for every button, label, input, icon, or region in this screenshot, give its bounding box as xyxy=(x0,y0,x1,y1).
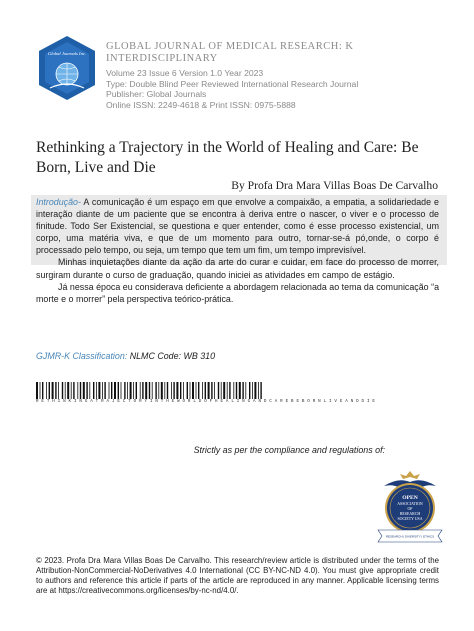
barcode-bar xyxy=(239,382,241,399)
seal-line-2: ASSOCIATION xyxy=(397,502,423,506)
barcode-bar xyxy=(180,382,181,399)
classification-value: NLMC Code: WB 310 xyxy=(127,351,216,361)
intro-label: Introdução- xyxy=(36,197,81,207)
barcode-bar xyxy=(52,382,54,399)
journal-logo xyxy=(36,34,98,102)
barcode-bar xyxy=(183,382,184,399)
publisher-line: Publisher: Global Journals xyxy=(106,89,207,100)
barcode-text: R E T H I N K I N G A T R A J E C T O R Y I N T H E W O R L D O F H E A L I N G A N D C A R E B E B O R N L I V E A N D D I E xyxy=(36,400,376,404)
barcode-bar xyxy=(130,382,132,399)
article-author: By Profa Dra Mara Villas Boas De Carvalho xyxy=(231,179,438,192)
barcode-bar xyxy=(49,382,50,399)
barcode-bar xyxy=(93,382,94,399)
barcode-bar xyxy=(161,382,163,399)
barcode-bar xyxy=(140,382,141,399)
abstract-paragraph-2: Minhas inquietações diante da ação da arte do curar e cuidar, em face do processo de morrer, surgiram durante o curso de graduação, quando iniciei as atividades em campo de estágio. xyxy=(36,257,439,280)
seal-line-3: OF xyxy=(407,507,413,511)
barcode-bar xyxy=(83,382,85,399)
barcode-bar xyxy=(223,382,225,399)
classification xyxy=(36,351,215,361)
barcode-bar xyxy=(102,382,103,399)
type-line: Type: Double Blind Peer Reviewed International Research Journal xyxy=(106,78,359,89)
barcode-bar xyxy=(133,382,134,399)
barcode-bar xyxy=(109,382,110,399)
barcode-bar xyxy=(67,382,69,399)
barcode-bar xyxy=(249,382,250,399)
barcode-bar xyxy=(218,382,219,399)
abstract-p1-text: A comunicação é um espaço em que envolve a compaixão, a empatia, a solidariedade e interação diante de um paciente que se encontra à deriva entre o nascer, o viver e o processo de finitude. Todo Ser Existencial, se questiona e quer entender, como é esse processo existencial, um corpo, uma matéria viva, e que de um momento para outro, tornar-se-á pó,onde, o corpo é processado pelo tempo, ou seja, um tempo que tem um fim, um tempo imprevisível. xyxy=(36,197,439,256)
barcode-bar xyxy=(89,382,90,399)
barcode-bar xyxy=(118,382,119,399)
barcode-bar xyxy=(46,382,47,399)
barcode-bar xyxy=(221,382,222,399)
seal-line-1: OPEN xyxy=(402,495,418,501)
barcode-bar xyxy=(176,382,178,399)
barcode-bar xyxy=(149,382,150,399)
barcode-bar xyxy=(121,382,122,399)
barcode-bar xyxy=(211,382,212,399)
barcode-bar xyxy=(62,382,63,399)
barcode-bar xyxy=(124,382,125,399)
journal-meta xyxy=(106,68,446,110)
barcode-bar xyxy=(202,382,203,399)
journal-title: GLOBAL JOURNAL OF MEDICAL RESEARCH: K INTERDISCIPLINARY xyxy=(106,41,354,64)
barcode-bar xyxy=(187,382,188,399)
barcode-bar xyxy=(260,382,261,399)
barcode-bar xyxy=(65,382,66,399)
barcode-bar xyxy=(42,382,43,399)
logo-text: Global Journals Inc. xyxy=(47,51,87,56)
barcode-bar xyxy=(142,382,143,399)
abstract-paragraph-1 xyxy=(36,196,439,256)
barcode-bar xyxy=(136,382,137,399)
barcode-bar xyxy=(111,382,112,399)
barcode-bar xyxy=(245,382,246,399)
barcode-bar xyxy=(233,382,234,399)
barcode-bar xyxy=(86,382,87,399)
barcode-bar xyxy=(71,382,72,399)
barcode-bar xyxy=(55,382,56,399)
barcode-bar xyxy=(98,382,100,399)
barcode-bar xyxy=(214,382,215,399)
barcode xyxy=(36,382,262,399)
barcode-bar xyxy=(36,382,38,399)
barcode-bar xyxy=(155,382,156,399)
barcode-bar xyxy=(171,382,172,399)
issn-line: Online ISSN: 2249-4618 & Print ISSN: 0975-5888 xyxy=(106,99,296,110)
barcode-bar xyxy=(77,382,78,399)
barcode-bar xyxy=(236,382,237,399)
barcode-bar xyxy=(127,382,128,399)
barcode-bar xyxy=(114,382,116,399)
seal-line-5: SOCIETY USA xyxy=(397,517,423,521)
barcode-bar xyxy=(145,382,147,399)
barcode-bar xyxy=(167,382,168,399)
barcode-bar xyxy=(205,382,206,399)
barcode-bar xyxy=(196,382,197,399)
barcode-bar xyxy=(252,382,253,399)
barcode-bar xyxy=(190,382,191,399)
barcode-bar xyxy=(227,382,228,399)
barcode-bar xyxy=(96,382,97,399)
seal-line-4: RESEARCH xyxy=(399,512,421,516)
open-association-seal xyxy=(372,468,448,544)
barcode-bar xyxy=(173,382,174,399)
compliance-note: Strictly as per the compliance and regulations of: xyxy=(193,445,385,455)
license-text: © 2023. Profa Dra Mara Villas Boas De Carvalho. This research/review article is distributed under the terms of the Attribution-NonCommercial-NoDerivatives 4.0 International (CC BY-NC-ND 4.0). You must give appropriate credit to authors and reference this article if parts of the article are reproduced in any manner. Applicable licensing terms are at https://creativecommons.org/licenses/by-nc-nd/4.0/. xyxy=(36,556,439,595)
barcode-bar xyxy=(254,382,256,399)
barcode-bar xyxy=(158,382,159,399)
barcode-bar xyxy=(192,382,194,399)
barcode-bar xyxy=(152,382,153,399)
barcode-bar xyxy=(208,382,210,399)
article-title: Rethinking a Trajectory in the World of Healing and Care: Be Born, Live and Die xyxy=(36,139,419,176)
barcode-bar xyxy=(229,382,230,399)
barcode-bar xyxy=(73,382,74,399)
barcode-bar xyxy=(80,382,81,399)
barcode-bar xyxy=(198,382,199,399)
barcode-bar xyxy=(164,382,165,399)
barcode-bar xyxy=(242,382,243,399)
abstract xyxy=(36,196,439,305)
volume-line: Volume 23 Issue 6 Version 1.0 Year 2023 xyxy=(106,68,264,78)
barcode-bar xyxy=(40,382,41,399)
barcode-bar xyxy=(104,382,105,399)
abstract-paragraph-3: Já nessa época eu considerava deficiente a abordagem relacionada ao tema da comunicação “a morte e o morrer” pela perspectiva teórico-prática. xyxy=(36,281,439,304)
classification-label: GJMR-K Classification: xyxy=(36,351,128,361)
seal-ribbon: RESEARCH | DIVERSITY | ETHICS xyxy=(385,534,435,539)
barcode-bar xyxy=(258,382,259,399)
barcode-bar xyxy=(58,382,59,399)
